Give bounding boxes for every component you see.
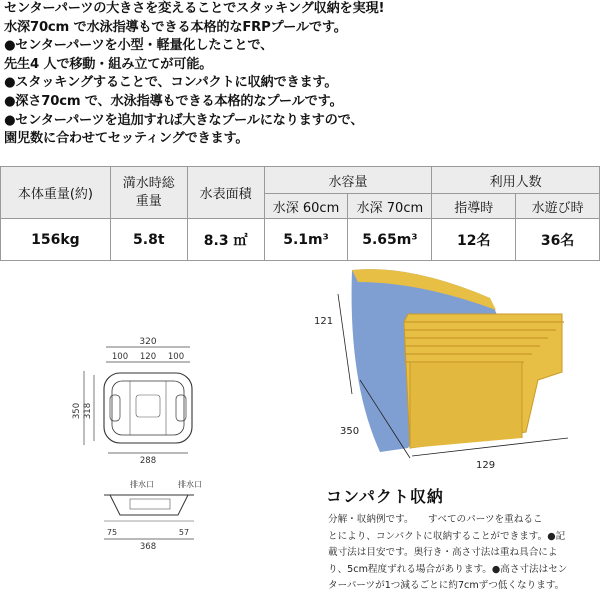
compact-title: コンパクト収納 [326,487,444,506]
header-users: 利用人数 [432,167,600,194]
header-users-play: 水遊び時 [516,194,600,219]
intro-line: ●センターパーツを追加すれば大きなプールになりますので、 [4,112,364,128]
value-surface: 8.3 ㎡ [187,219,264,261]
compact-line: 載寸法は目安です。奥行き・高さ寸法は重ね具合によ [328,547,558,559]
dim-sub-1: 100 [111,352,129,362]
stacked-pool-illustration [300,262,600,482]
header-capacity-60: 水深 60cm [264,194,348,219]
value-capacity-60: 5.1m³ [264,219,348,261]
header-full-weight [110,167,187,219]
header-capacity-70: 水深 70cm [348,194,432,219]
value-weight: 156kg [1,219,111,261]
value-capacity-70: 5.65m³ [348,219,432,261]
intro-line: ●スタッキングすることで、コンパクトに収納できます。 [4,75,338,91]
intro-line: ●センターパーツを小型・軽量化したことで、 [4,38,274,54]
compact-line: 分解・収納例です。 すべてのパーツを重ねるこ [328,514,543,525]
compact-line: とにより、コンパクトに収納することができます。●記 [328,530,566,542]
dim-side-width: 368 [139,542,157,552]
header-weight: 本体重量(約) [1,167,111,219]
dim-top-width: 320 [139,337,157,347]
dim-sub-2: 120 [139,352,157,362]
value-users-play: 36名 [516,219,600,261]
intro-text [4,0,598,149]
header-users-instruction: 指導時 [432,194,516,219]
intro-line: 水深70cm で水泳指導もできる本格的なFRPプールです。 [4,19,347,35]
dim-height-outer: 350 [72,402,82,420]
technical-drawing [60,315,260,565]
drain-label-left: 排水口 [130,480,154,489]
value-full-weight: 5.8t [110,219,187,261]
intro-line: センターパーツの大きさを変えることでスタッキング収納を実現! [4,1,385,16]
header-full-weight-text: 満水時総重量 [122,175,175,209]
header-surface: 水表面積 [187,167,264,219]
header-capacity: 水容量 [264,167,432,194]
intro-line: ●深さ70cm で、水泳指導もできる本格的なプールです。 [4,93,343,109]
compact-line: り、5cm程度ずれる場合があります。●高さ寸法はセン [328,563,568,575]
dim-height-inner: 318 [83,402,93,420]
spec-table [0,166,600,261]
dim-sub-3: 100 [167,352,185,362]
intro-line: 先生4 人で移動・組み立てが可能。 [4,56,213,72]
photo-dim-depth: 350 [340,426,360,437]
dim-side-right: 57 [178,528,190,537]
intro-line: 園児数に合わせてセッティングできます。 [4,131,249,147]
dim-side-left: 75 [106,528,118,537]
value-users-instruction: 12名 [432,219,516,261]
photo-dim-height: 121 [314,316,334,327]
photo-dim-width: 129 [476,460,496,471]
drain-label-right: 排水口 [178,480,202,489]
dim-bottom-width: 288 [139,456,157,466]
compact-line: ターパーツが1つ減るごとに約7cmずつ低くなります。 [328,580,565,592]
compact-description [328,512,596,595]
